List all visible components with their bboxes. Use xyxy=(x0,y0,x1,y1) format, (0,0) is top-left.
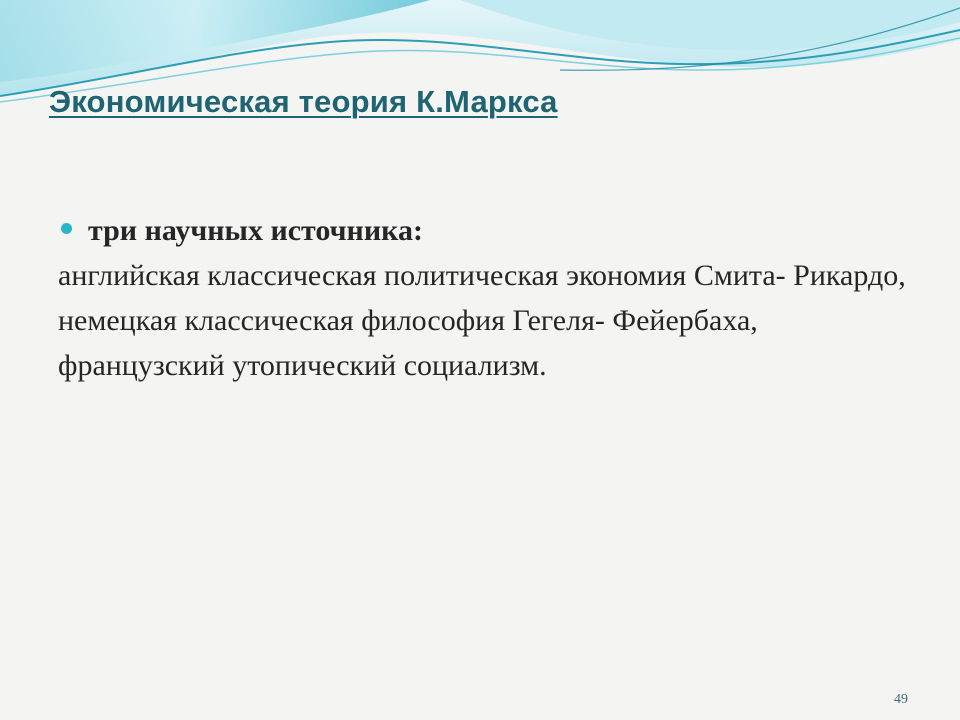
slide-content xyxy=(58,212,918,392)
paragraph-2: немецкая классическая философия Гегеля- Фейербаха, xyxy=(58,304,758,337)
paragraph-1: английская классическая политическая экономия Смита- Рикардо, xyxy=(58,259,906,292)
slide-title: Экономическая теория К.Маркса xyxy=(49,84,558,119)
bullet-item xyxy=(58,212,918,249)
bullet-dot-icon xyxy=(61,223,72,234)
paragraph-3: французский утопический социализм. xyxy=(58,349,547,382)
bullet-text: три научных источника: xyxy=(88,214,423,247)
page-number: 49 xyxy=(894,692,908,707)
